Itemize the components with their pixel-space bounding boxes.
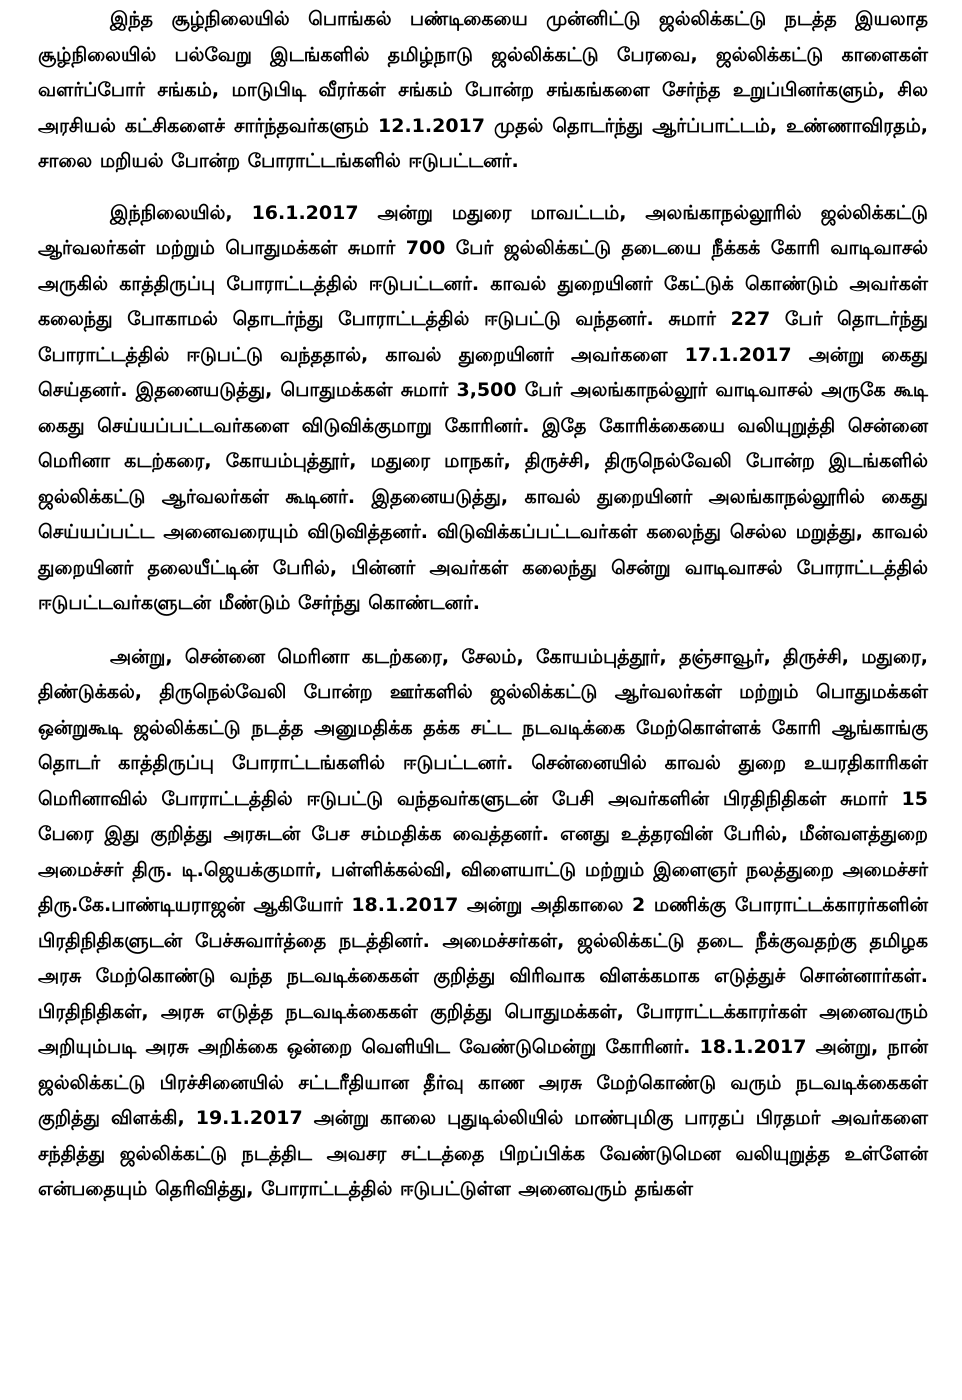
paragraph-marina-negotiations: அன்று, சென்னை மெரினா கடற்கரை, சேலம், கோயம்புத்தூர், தஞ்சாவூர், திருச்சி, மதுரை, திண்டுக்கல், திருநெல்வேலி போன்ற ஊர்களில் ஜல்லிக்கட்டு ஆர்வலர்கள் மற்றும் பொதுமக்கள் ஒன்றுகூடி ஜல்லிக்கட்டு நடத்த அனுமதிக்க தக்க சட்ட நடவடிக்கை மேற்கொள்ளக் கோரி ஆங்காங்கு தொடர் காத்திருப்பு போராட்டங்களில் ஈடுபட்டனர். சென்னையில் காவல் துறை உயரதிகாரிகள் மெரினாவில் போராட்டத்தில் ஈடுபட்டு வந்தவர்களுடன் பேசி அவர்களின் பிரதிநிதிகள் சுமார் 15 பேரை இது குறித்து அரசுடன் பேச சம்மதிக்க வைத்தனர். எனது உத்தரவின் பேரில், மீன்வளத்துறை அமைச்சர் திரு. டி.ஜெயக்குமார், பள்ளிக்கல்வி, விளையாட்டு மற்றும் இளைஞர் நலத்துறை அமைச்சர் திரு.கே.பாண்டியராஜன் ஆகியோர் 18.1.2017 அன்று அதிகாலை 2 மணிக்கு போராட்டக்காரர்களின் பிரதிநிதிகளுடன் பேச்சுவார்த்தை நடத்தினர். அமைச்சர்கள், ஜல்லிக்கட்டு தடை நீக்குவதற்கு தமிழக அரசு மேற்கொண்டு வந்த நடவடிக்கைகள் குறித்து விரிவாக விளக்கமாக எடுத்துச் சொன்னார்கள். பிரதிநிதிகள், அரசு எடுத்த நடவடிக்கைகள் குறித்து பொதுமக்கள், போராட்டக்காரர்கள் அனைவரும் அறியும்படி அரசு அறிக்கை ஒன்றை வெளியிட வேண்டுமென்று கோரினர். 18.1.2017 அன்று, நான் ஜல்லிக்கட்டு பிரச்சினையில் சட்டரீதியான தீர்வு காண அரசு மேற்கொண்டு வரும் நடவடிக்கைகள் குறித்து விளக்கி, 19.1.2017 அன்று காலை புதுடில்லியில் மாண்புமிகு பாரதப் பிரதமர் அவர்களை சந்தித்து ஜல்லிக்கட்டு நடத்திட அவசர சட்டத்தை பிறப்பிக்க வேண்டுமென வலியுறுத்த உள்ளேன் என்பதையும் தெரிவித்து, போராட்டத்தில் ஈடுபட்டுள்ள அனைவரும் தங்கள் (38, 645, 928, 1200)
document-page (38, 2, 928, 1208)
paragraph-alanganallur-protest: இந்நிலையில், 16.1.2017 அன்று மதுரை மாவட்டம், அலங்காநல்லூரில் ஜல்லிக்கட்டு ஆர்வலர்கள் மற்றும் பொதுமக்கள் சுமார் 700 பேர் ஜல்லிக்கட்டு தடையை நீக்கக் கோரி வாடிவாசல் அருகில் காத்திருப்பு போராட்டத்தில் ஈடுபட்டனர். காவல் துறையினர் கேட்டுக் கொண்டும் அவர்கள் கலைந்து போகாமல் தொடர்ந்து போராட்டத்தில் ஈடுபட்டு வந்தனர். சுமார் 227 பேர் தொடர்ந்து போராட்டத்தில் ஈடுபட்டு வந்ததால், காவல் துறையினர் அவர்களை 17.1.2017 அன்று கைது செய்தனர். இதனையடுத்து, பொதுமக்கள் சுமார் 3,500 பேர் அலங்காநல்லூர் வாடிவாசல் அருகே கூடி கைது செய்யப்பட்டவர்களை விடுவிக்குமாறு கோரினர். இதே கோரிக்கையை வலியுறுத்தி சென்னை மெரினா கடற்கரை, கோயம்புத்தூர், மதுரை மாநகர், திருச்சி, திருநெல்வேலி போன்ற இடங்களில் ஜல்லிக்கட்டு ஆர்வலர்கள் கூடினர். இதனையடுத்து, காவல் துறையினர் அலங்காநல்லூரில் கைது செய்யப்பட்ட அனைவரையும் விடுவித்தனர். விடுவிக்கப்பட்டவர்கள் கலைந்து செல்ல மறுத்து, காவல் துறையினர் தலையீட்டின் பேரில், பின்னர் அவர்கள் கலைந்து சென்று வாடிவாசல் போராட்டத்தில் ஈடுபட்டவர்களுடன் மீண்டும் சேர்ந்து கொண்டனர். (38, 201, 928, 614)
paragraph-pongal-protests: இந்த சூழ்நிலையில் பொங்கல் பண்டிகையை முன்னிட்டு ஜல்லிக்கட்டு நடத்த இயலாத சூழ்நிலையில் பல்வேறு இடங்களில் தமிழ்நாடு ஜல்லிக்கட்டு பேரவை, ஜல்லிக்கட்டு காளைகள் வளர்ப்போர் சங்கம், மாடுபிடி வீரர்கள் சங்கம் போன்ற சங்கங்களை சேர்ந்த உறுப்பினர்களும், சில அரசியல் கட்சிகளைச் சார்ந்தவர்களும் 12.1.2017 முதல் தொடர்ந்து ஆர்ப்பாட்டம், உண்ணாவிரதம், சாலை மறியல் போன்ற போராட்டங்களில் ஈடுபட்டனர். (38, 8, 928, 172)
